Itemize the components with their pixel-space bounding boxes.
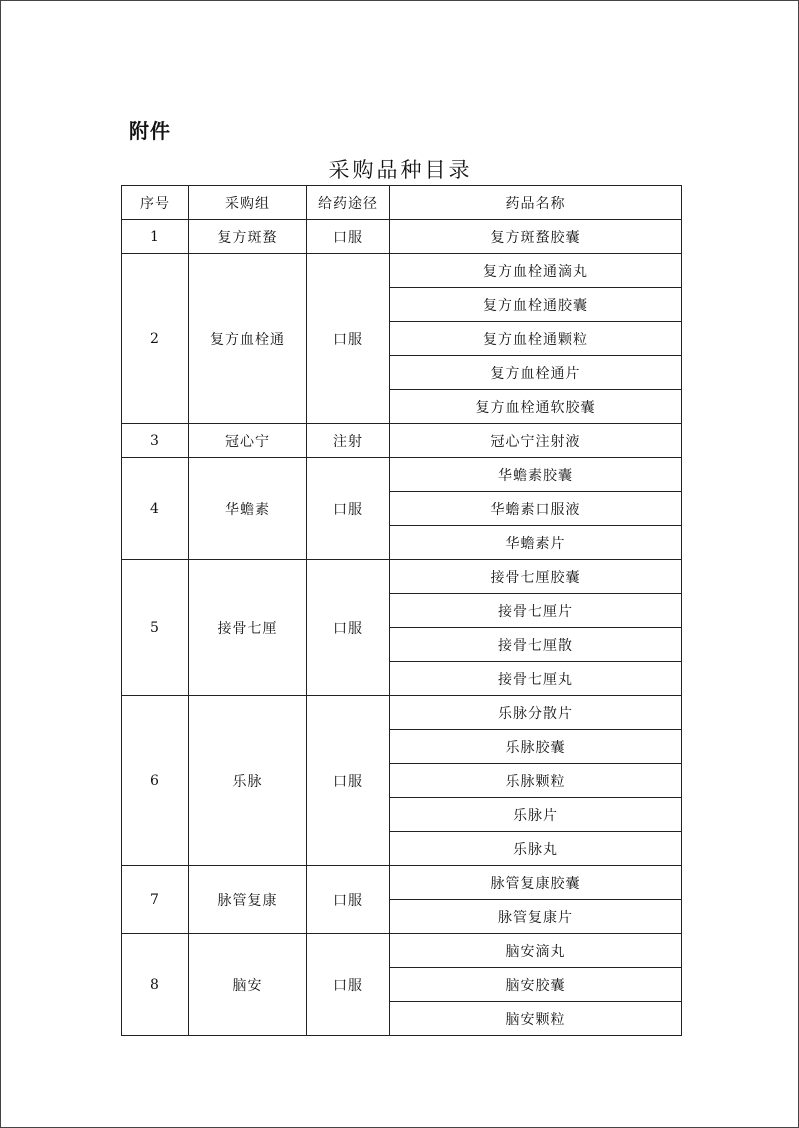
procurement-group-cell: 乐脉 [189,696,307,866]
drug-name-cell: 乐脉颗粒 [390,764,682,798]
route-cell: 口服 [307,934,390,1036]
drug-name-cell: 华蟾素口服液 [390,492,682,526]
procurement-group-cell: 脑安 [189,934,307,1036]
drug-name-cell: 冠心宁注射液 [390,424,682,458]
drug-name-cell: 接骨七厘胶囊 [390,560,682,594]
group-number-cell: 4 [122,458,189,560]
drug-name-cell: 乐脉分散片 [390,696,682,730]
procurement-catalog-table [121,185,682,1036]
drug-name-cell: 乐脉胶囊 [390,730,682,764]
group-number-cell: 6 [122,696,189,866]
header-drug-name: 药品名称 [390,186,682,220]
route-cell: 口服 [307,220,390,254]
route-cell: 口服 [307,560,390,696]
route-cell: 注射 [307,424,390,458]
group-number-cell: 5 [122,560,189,696]
table-row [122,560,682,594]
procurement-group-cell: 复方斑蝥 [189,220,307,254]
drug-name-cell: 脉管复康片 [390,900,682,934]
header-route: 给药途径 [307,186,390,220]
drug-name-cell: 复方血栓通颗粒 [390,322,682,356]
table-row [122,934,682,968]
drug-name-cell: 脉管复康胶囊 [390,866,682,900]
header-group: 采购组 [189,186,307,220]
header-no: 序号 [122,186,189,220]
table-row [122,254,682,288]
group-number-cell: 3 [122,424,189,458]
drug-name-cell: 乐脉丸 [390,832,682,866]
attachment-label: 附件 [129,119,171,143]
group-number-cell: 7 [122,866,189,934]
drug-name-cell: 复方血栓通片 [390,356,682,390]
route-cell: 口服 [307,458,390,560]
drug-name-cell: 脑安滴丸 [390,934,682,968]
drug-name-cell: 华蟾素胶囊 [390,458,682,492]
table-row [122,458,682,492]
drug-name-cell: 复方血栓通胶囊 [390,288,682,322]
procurement-group-cell: 冠心宁 [189,424,307,458]
drug-name-cell: 乐脉片 [390,798,682,832]
route-cell: 口服 [307,254,390,424]
table-row [122,696,682,730]
group-number-cell: 8 [122,934,189,1036]
procurement-group-cell: 接骨七厘 [189,560,307,696]
drug-name-cell: 复方血栓通滴丸 [390,254,682,288]
procurement-group-cell: 脉管复康 [189,866,307,934]
drug-name-cell: 接骨七厘丸 [390,662,682,696]
procurement-group-cell: 复方血栓通 [189,254,307,424]
procurement-group-cell: 华蟾素 [189,458,307,560]
page-title: 采购品种目录 [328,158,473,182]
table-row [122,866,682,900]
drug-name-cell: 复方血栓通软胶囊 [390,390,682,424]
group-number-cell: 1 [122,220,189,254]
drug-name-cell: 华蟾素片 [390,526,682,560]
route-cell: 口服 [307,866,390,934]
drug-name-cell: 复方斑蝥胶囊 [390,220,682,254]
group-number-cell: 2 [122,254,189,424]
drug-name-cell: 脑安颗粒 [390,1002,682,1036]
table-body [122,220,682,1036]
drug-name-cell: 脑安胶囊 [390,968,682,1002]
table-row [122,424,682,458]
drug-name-cell: 接骨七厘散 [390,628,682,662]
table-header-row [122,186,682,220]
drug-name-cell: 接骨七厘片 [390,594,682,628]
table-row [122,220,682,254]
route-cell: 口服 [307,696,390,866]
